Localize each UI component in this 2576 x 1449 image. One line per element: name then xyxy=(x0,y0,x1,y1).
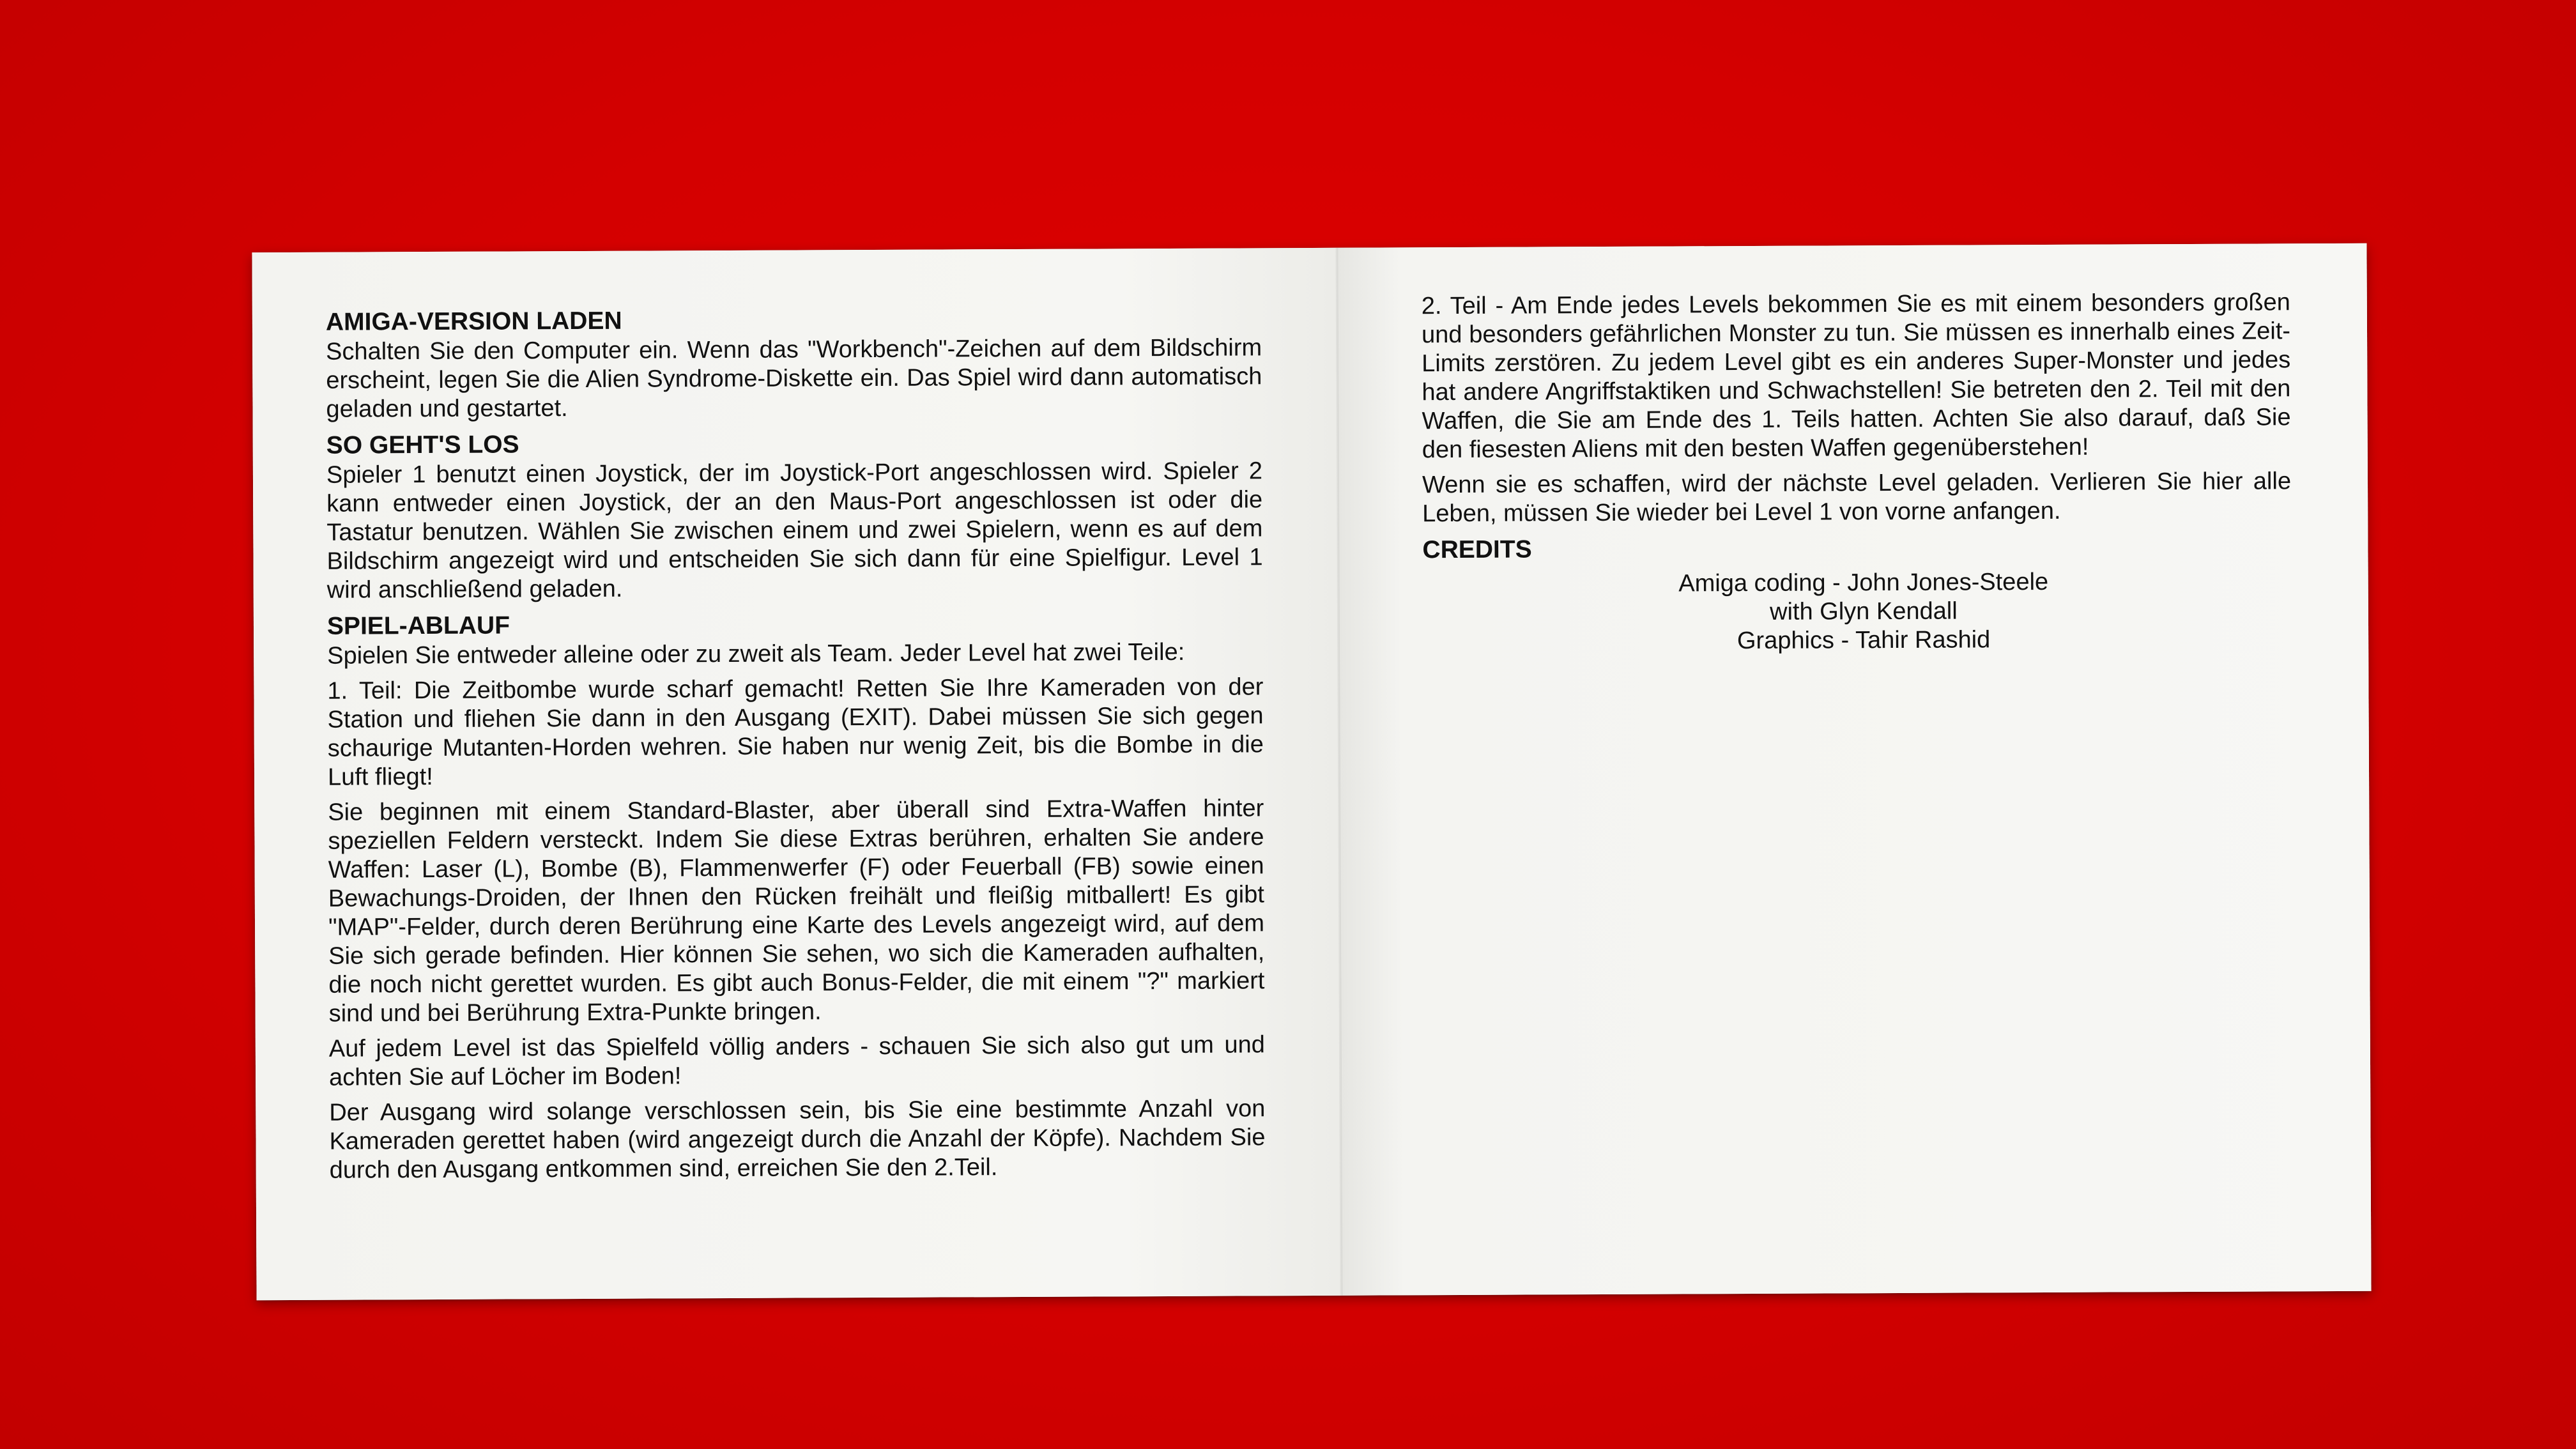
heading-spiel-ablauf: SPIEL-ABLAUF xyxy=(326,611,510,640)
paragraph-part-two: 2. Teil - Am Ende jedes Levels bekommen Sie es mit einem besonders großen und besonders gefährlichen Monster zu tun. Sie müssen es innerhalb eines Zeit-Limits zerstören. Zu jedem Level gibt es ein anderes Super-Monster und jedes hat andere Angriffstaktiken und Schwachstellen! Sie betreten den 2. Teil mit den Waffen, die Sie am Ende des 1. Teils hatten. Achten Sie also darauf, daß Sie den fiesesten Aliens mit den besten Waffen gegenüberstehen! xyxy=(1421,289,2291,464)
paragraph-weapons: Sie beginnen mit einem Standard-Blaster, aber überall sind Extra-Waffen hinter speziellen Feldern versteckt. Indem Sie diese Extras berühren, erhalten Sie andere Waffen: Laser (L), Bombe (B), Flammenwerfer (F) oder Feuerball (FB) sowie einen Bewachungs-Droiden, der Ihnen den Rücken freihält und fleißig mitballert! Es gibt "MAP"-Felder, durch deren Berührung eine Karte des Levels angezeigt wird, auf dem Sie sich gerade befinden. Hier können Sie sehen, wo sich die Kameraden aufhalten, die noch nicht gerettet wurden. Es gibt auch Bonus-Felder, die mit einem "?" markiert sind und bei Berührung Extra-Punkte bringen. xyxy=(328,795,1265,1027)
credit-line: Amiga coding - John Jones-Steele xyxy=(1678,568,2049,597)
credits-list xyxy=(1423,567,2292,657)
paragraph-level-field: Auf jedem Level ist das Spielfeld völlig anders - schauen Sie sich also gut um und achten Sie auf Löcher im Boden! xyxy=(328,1031,1265,1091)
heading-amiga-version: AMIGA-VERSION LADEN xyxy=(325,307,622,336)
credit-line: with Glyn Kendall xyxy=(1770,597,1958,625)
heading-credits: CREDITS xyxy=(1422,535,1532,564)
paragraph-exit: Der Ausgang wird solange verschlossen sein, bis Sie eine bestimmte Anzahl von Kameraden gerettet haben (wird angezeigt durch die Anzahl der Köpfe). Nachdem Sie durch den Ausgang entkommen sind, erreichen Sie den 2.Teil. xyxy=(329,1095,1266,1184)
paragraph-next-level: Wenn sie es schaffen, wird der nächste Level geladen. Verlieren Sie hier alle Leben, müssen Sie wieder bei Level 1 von vorne anfangen. xyxy=(1422,468,2292,528)
heading-so-gehts-los: SO GEHT'S LOS xyxy=(326,431,519,459)
credit-line: Graphics - Tahir Rashid xyxy=(1736,626,1991,655)
left-page xyxy=(252,248,1342,1300)
manual-booklet xyxy=(252,243,2371,1300)
right-page xyxy=(1338,243,2371,1296)
paragraph-loading: Schalten Sie den Computer ein. Wenn das "Workbench"-Zeichen auf dem Bildschirm erscheint, legen Sie die Alien Syndrome-Diskette ein. Das Spiel wird dann automatisch geladen und gestartet. xyxy=(326,334,1262,423)
paragraph-players: Spieler 1 benutzt einen Joystick, der im Joystick-Port angeschlossen wird. Spieler 2 kann entweder einen Joystick, der an den Maus-Port angeschlossen ist oder die Tastatur benutzen. Wählen Sie zwischen einem und zwei Spielern, wenn es auf dem Bildschirm angezeigt wird und entscheiden Sie sich dann für eine Spielfigur. Level 1 wird anschließend geladen. xyxy=(326,457,1263,604)
paragraph-level-intro: Spielen Sie entweder alleine oder zu zweit als Team. Jeder Level hat zwei Teile: xyxy=(327,638,1185,670)
paragraph-part-one: 1. Teil: Die Zeitbombe wurde scharf gemacht! Retten Sie Ihre Kameraden von der Station und fliehen Sie dann in den Ausgang (EXIT). Dabei müssen Sie sich gegen schaurige Mutanten-Horden wehren. Sie haben nur wenig Zeit, bis die Bombe in die Luft fliegt! xyxy=(327,673,1264,791)
